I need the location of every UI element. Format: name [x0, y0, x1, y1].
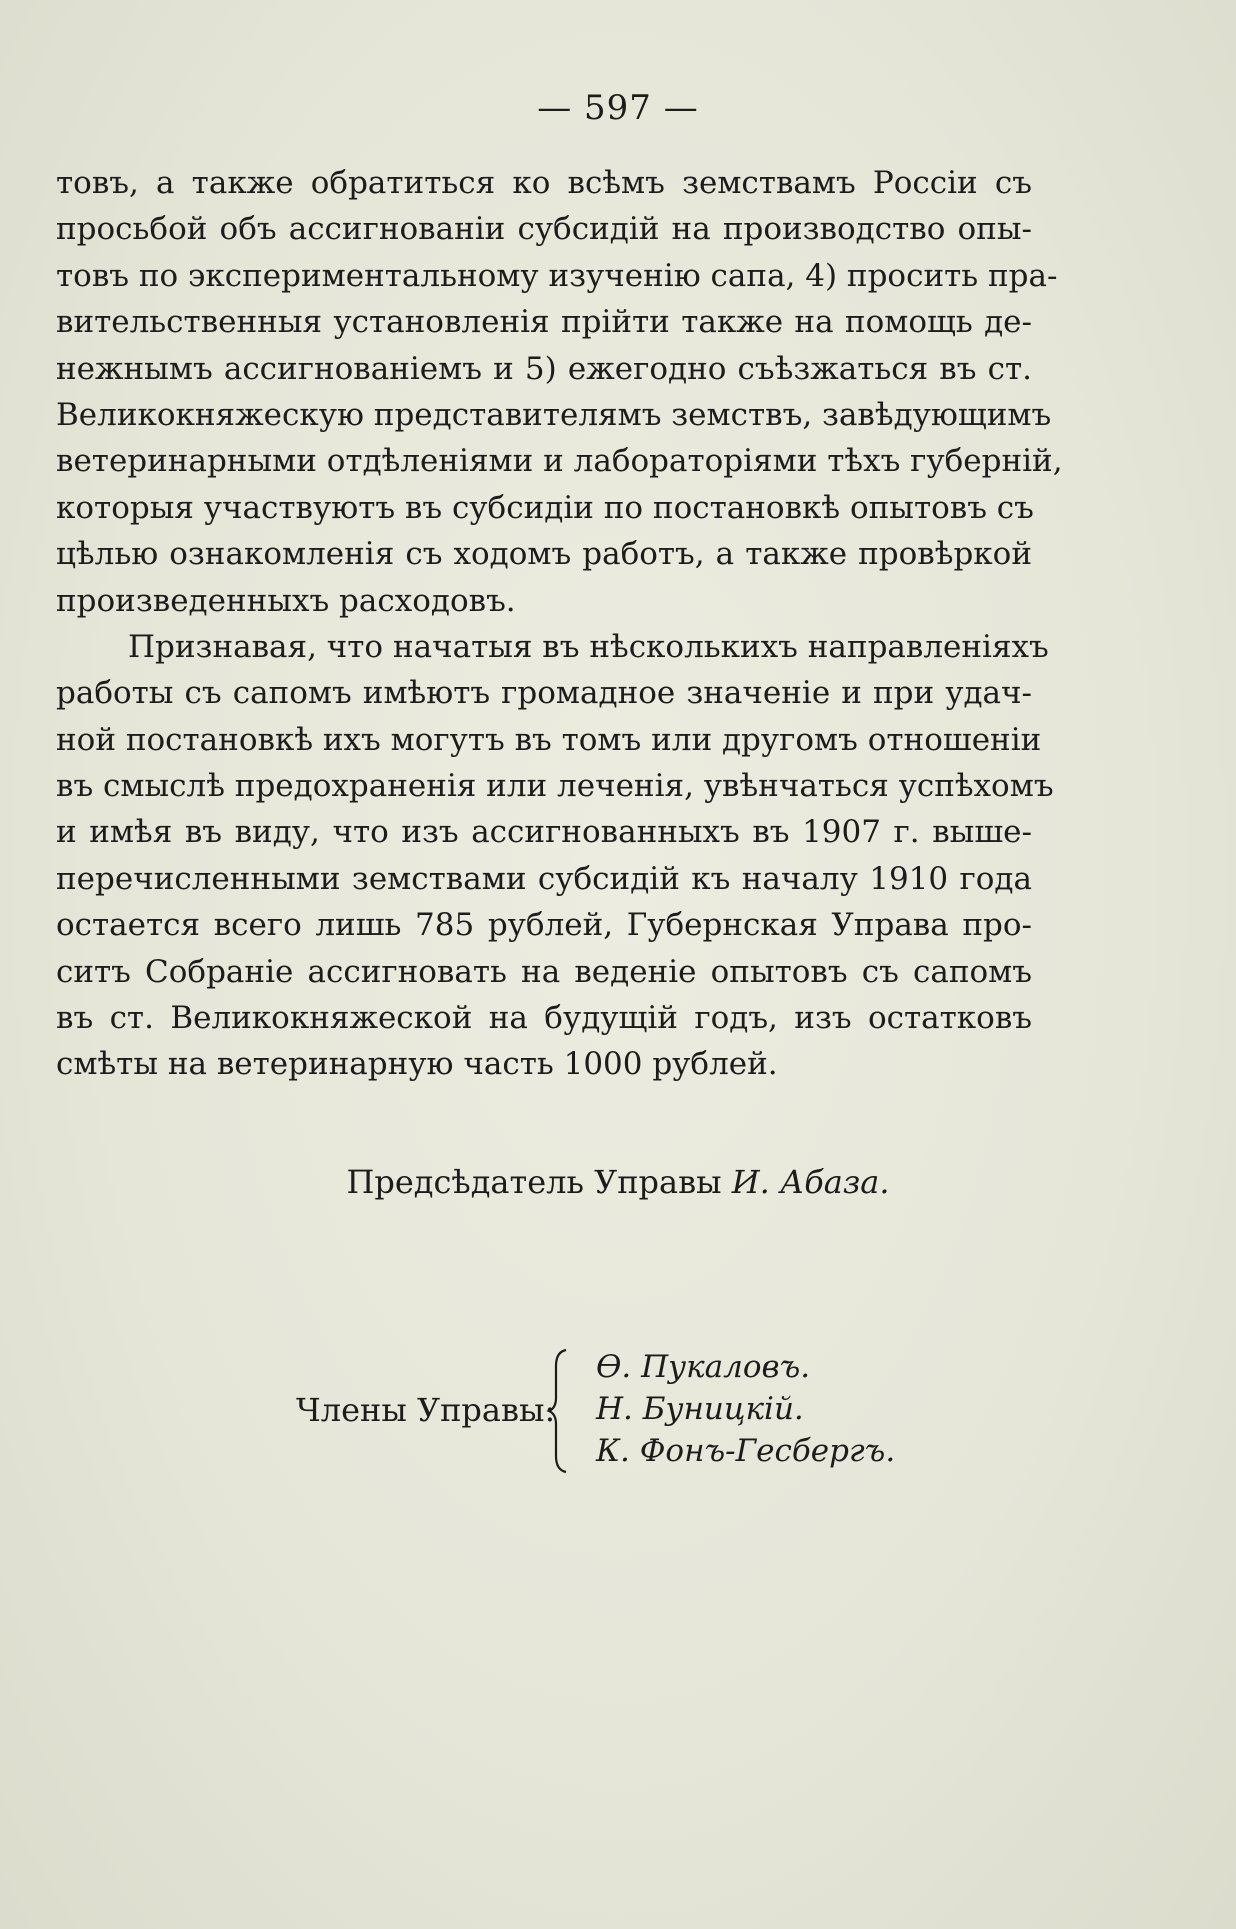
- signature-title: Предсѣдатель Управы: [346, 1163, 722, 1201]
- page-number: — 597 —: [537, 88, 699, 128]
- chairman-signature: [0, 1158, 1236, 1206]
- text-line: Великокняжескую представителямъ земствъ, завѣдующимъ: [56, 396, 1052, 433]
- text-line: которыя участвуютъ въ субсидiи по постановкѣ опытовъ съ: [56, 489, 1034, 526]
- text-line: работы съ сапомъ имѣютъ громадное значенiе и при удач-: [56, 675, 1032, 712]
- text-line: цѣлью ознакомленiя съ ходомъ работъ, а также провѣркой: [56, 536, 1032, 573]
- member-name: К. Фонъ-Гесбергъ.: [596, 1433, 896, 1469]
- text-line: въ смыслѣ предохраненiя или леченiя, увѣнчаться успѣхомъ: [56, 768, 1054, 805]
- member-name: Н. Буницкiй.: [596, 1391, 804, 1427]
- text-line: ветеринарными отдѣленiями и лабораторiями тѣхъ губернiй,: [56, 443, 1063, 480]
- signature-name: И. Абаза.: [731, 1163, 890, 1201]
- text-line: просьбой объ ассигнованiи субсидiй на производство опы-: [56, 211, 1032, 248]
- member-name: Ѳ. Пукаловъ.: [596, 1349, 811, 1385]
- text-line: въ ст. Великокняжеской на будущiй годъ, изъ остатковъ: [56, 1000, 1032, 1037]
- text-line: ной постановкѣ ихъ могутъ въ томъ или другомъ отношенiи: [56, 721, 1042, 758]
- text-line: Признавая, что начатыя въ нѣсколькихъ направленiяхъ: [128, 628, 1049, 665]
- members-list: [596, 1346, 895, 1472]
- text-line: ситъ Собранiе ассигновать на веденiе опытовъ съ сапомъ: [56, 953, 1032, 990]
- curly-brace-icon: [546, 1346, 572, 1476]
- body-text: [56, 160, 1063, 1088]
- text-line: вительственныя установленiя прiйти также на помощь де-: [56, 304, 1032, 341]
- text-line: перечисленными земствами субсидiй къ началу 1910 года: [56, 860, 1032, 897]
- text-line: нежнымъ ассигнованiемъ и 5) ежегодно съѣзжаться въ ст.: [56, 350, 1032, 387]
- text-line: произведенныхъ расходовъ.: [56, 582, 516, 619]
- text-line: смѣты на ветеринарную часть 1000 рублей.: [56, 1046, 778, 1083]
- text-line: остается всего лишь 785 рублей, Губернская Управа про-: [56, 907, 1032, 944]
- board-members: [296, 1346, 916, 1476]
- text-line: товъ, а также обратиться ко всѣмъ земствамъ Россiи съ: [56, 165, 1032, 201]
- text-line: и имѣя въ виду, что изъ ассигнованныхъ въ 1907 г. выше-: [56, 814, 1032, 851]
- text-line: товъ по экспериментальному изученiю сапа, 4) просить пра-: [56, 257, 1058, 294]
- members-label: Члены Управы:: [296, 1391, 556, 1429]
